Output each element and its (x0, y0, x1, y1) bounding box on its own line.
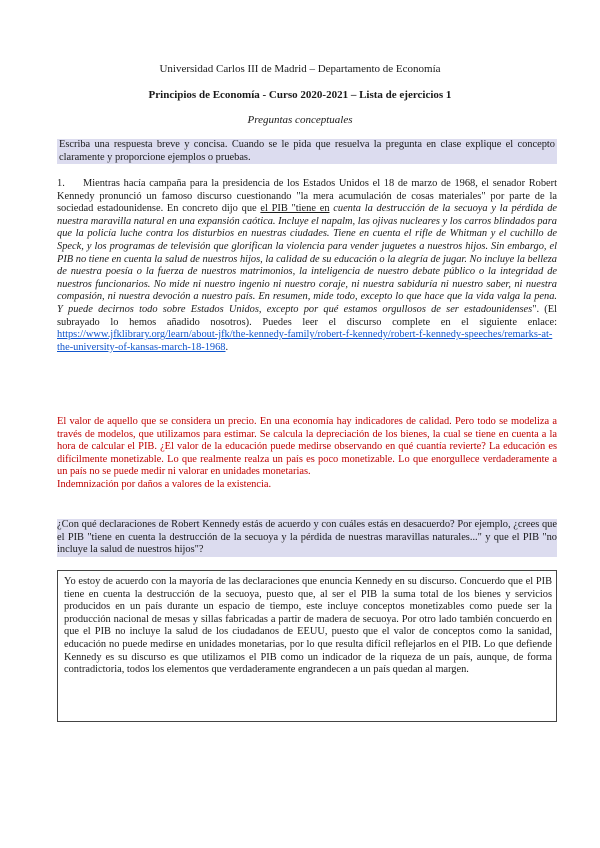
question-1 (57, 178, 557, 354)
speech-link[interactable]: https://www.jfklibrary.org/learn/about-jfk/the-kennedy-family/robert-f-kennedy/robert-f-kennedy-speeches/remarks-at-the-university-of-kansas-march-18-1968 (57, 329, 553, 353)
underlined-quote: el PIB "tiene en (260, 203, 330, 215)
student-note (57, 416, 557, 492)
question-number: 1. (57, 178, 65, 189)
kennedy-quote: cuenta la destrucción de la secuoya y la pérdida de nuestra maravilla natural en una expansión caótica. Incluye el napalm, las ojivas nucleares y los carros blindados para que la policía luche contra los disturbios en nuestras ciudades. Tiene en cuenta el rifle de Whitman y el cuchillo de Speck, y los programas de televisión que glorifican la violencia para vender juguetes a nuestros hijos. Sin embargo, el PIB no tiene en cuenta la salud de nuestros hijos, la calidad de su educación o la alegría de jugar. No incluye la belleza de nuestra poesía o la fuerza de nuestros matrimonios, la inteligencia de nuestro debate público o la integridad de nuestros funcionarios. No mide ni nuestro ingenio ni nuestro coraje, ni nuestra sabiduría ni nuestro saber, ni nuestra compasión, ni nuestra devoción a nuestro país. En resumen, mide todo, excepto lo que hace que la vida valga la pena. Y puede decirnos todo sobre Estados Unidos, excepto por qué estamos orgullosos de ser estadounidenses (57, 203, 557, 315)
question-highlight: ¿Con qué declaraciones de Robert Kennedy estás de acuerdo y con cuáles estás en desacuerdo? Por ejemplo, ¿crees que el PIB "tiene en cuenta la destrucción de la secuoya y la pérdida de nuestras maravillas naturales..." y que el PIB "no incluye la salud de nuestros hijos"? (57, 519, 557, 556)
question-end: . (225, 341, 229, 353)
section-title: Preguntas conceptuales (247, 114, 353, 126)
note-paragraph: El valor de aquello que se considera un precio. En una economía hay indicadores de calidad. Pero todo se modeliza a través de modelos, que utilizamos para estimar. Se calcula la depreciación de los bienes, la cual se tiene en cuenta a la hora de calcular el PIB. ¿El valor de la educación puede medirse observando en qué cuantía revierte? La educación es difícilmente monetizable. Lo que realmente realza un país es poco monetizable. Lo que enorgullece verdaderamente a un país no se puede medir ni valorar en unidades monetarias. (57, 416, 557, 478)
question-outro: ". (El subrayado lo hemos añadido nosotros). Puedes leer el discurso complete en el siguiente enlace: (57, 303, 557, 328)
instructions-highlight: Escriba una respuesta breve y concisa. Cuando se le pida que resuelva la pregunta en clase explique el concepto claramente y proporcione ejemplos o pruebas. (59, 139, 555, 163)
university-header: Universidad Carlos III de Madrid – Departamento de Economía (159, 63, 441, 75)
question-intro: Mientras hacía campaña para la presidencia de los Estados Unidos el 18 de marzo de 1968, el senador Robert Kennedy pronunció un famoso discurso cuestionando "la mera acumulación de cosas materiales" por parte de la sociedad estadounidense. En concreto dijo que (57, 178, 557, 215)
course-title: Principios de Economía - Curso 2020-2021 – Lista de ejercicios 1 (148, 89, 452, 101)
note-line: Indemnización por daños a valores de la existencia. (57, 478, 272, 490)
answer-box[interactable]: Yo estoy de acuerdo con la mayoría de las declaraciones que enuncia Kennedy en su discurso. Concuerdo que el PIB tiene en cuenta la destrucción de la secuoya, puesto que, al ser el PIB la suma total de los bienes y servicios producidos en un país durante un espacio de tiempo, este incluye conceptos monetizables como puede ser la producción nacional de mesas y sillas fabricadas a partir de madera de secuoya. Por otro lado también concuerdo en que el PIB no incluye la salud de los ciudadanos de EEUU, puesto que el valor de conceptos como la sanidad, educación no puede medirse en unidades monetarias, por lo que resulta difícil reflejarlos en el PIB. Lo que defiende Kennedy es su discurso es que utilizamos el PIB como un indicador de la riqueza de un país, aunque, de forma contradictoria, todos los elementos que verdaderamente engrandecen a un país quedan al margen. (57, 570, 557, 722)
